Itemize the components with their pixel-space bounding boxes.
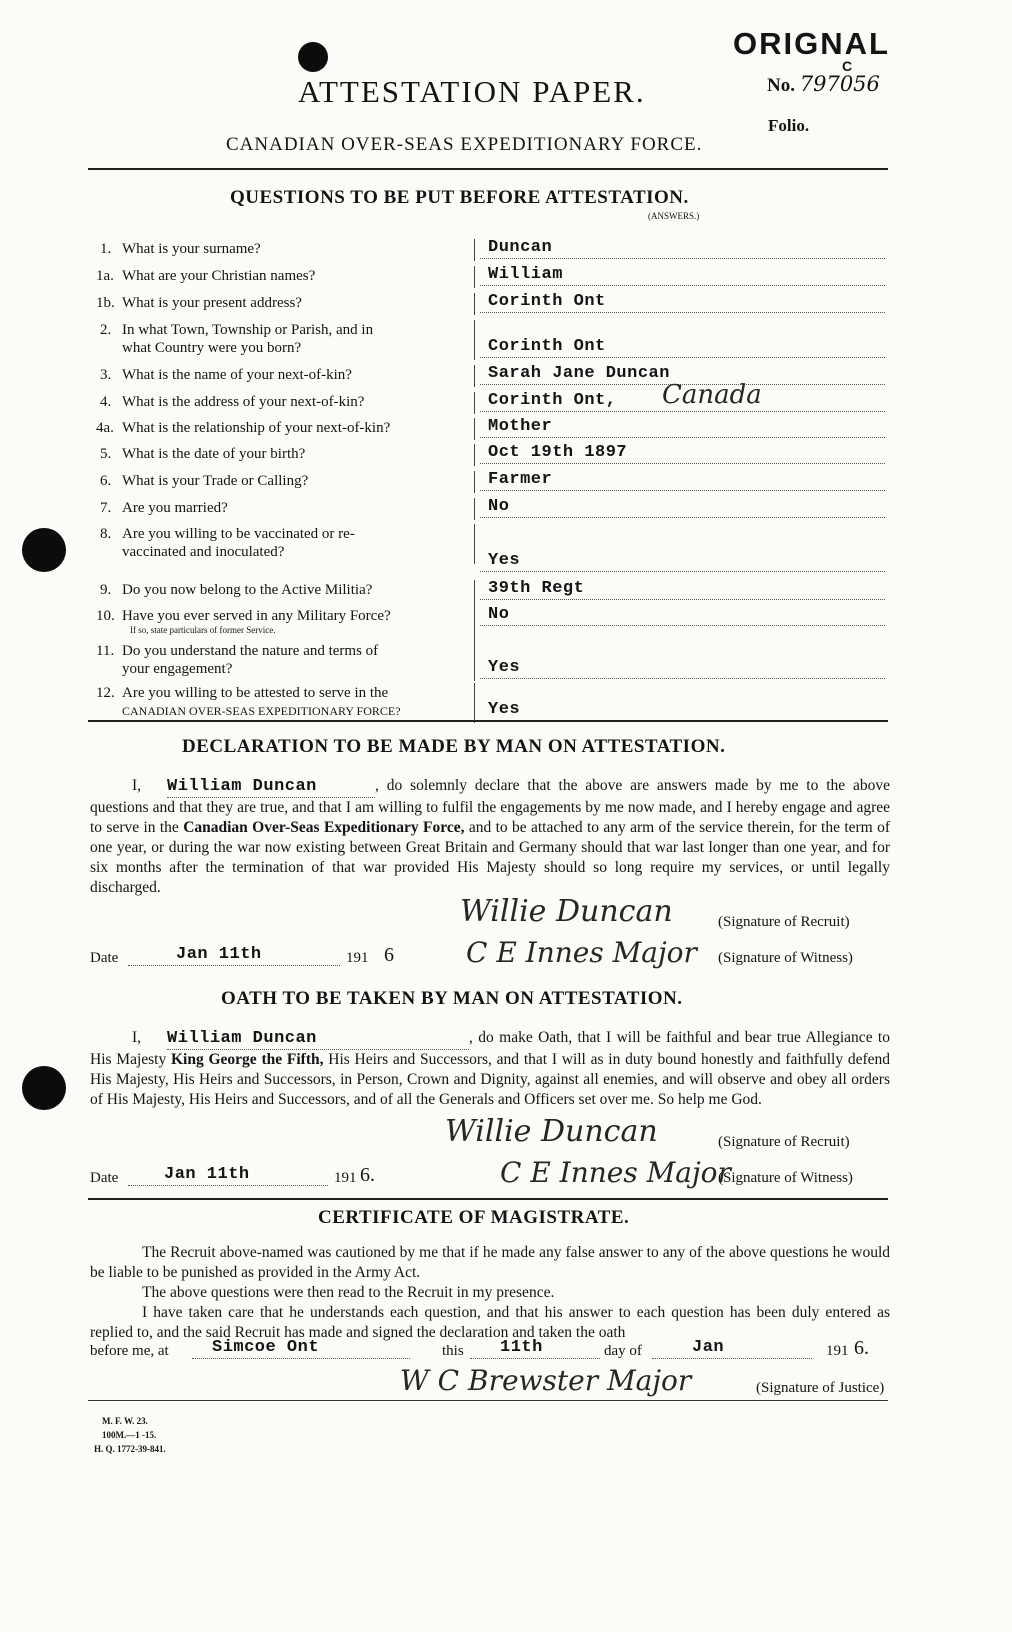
question-answer: Corinth Ont (488, 337, 606, 356)
question-number: 5. (100, 446, 112, 462)
oath-recruit-signature: Willie Duncan (445, 1114, 658, 1149)
question-number: 3. (100, 367, 112, 383)
answer-line (480, 258, 885, 259)
question-text: What is your Trade or Calling? (122, 473, 309, 489)
declaration-year-prefix: 191 (346, 950, 369, 966)
question-answer: Oct 19th 1897 (488, 443, 628, 462)
question-answer: No (488, 605, 510, 624)
declaration-force: Canadian Over-Seas Expeditionary Force, (183, 819, 465, 836)
question-text: Are you willing to be vaccinated or re- (122, 526, 355, 542)
column-divider (474, 641, 475, 681)
column-divider (474, 683, 475, 723)
answer-line (480, 463, 885, 464)
certificate-year-prefix: 191 (826, 1343, 849, 1359)
question-answer: Duncan (488, 238, 553, 257)
certificate-para1: The Recruit above-named was cautioned by me that if he made any false answer to any of the above questions he would be liable to be punished as provided in the Army Act. (90, 1244, 890, 1281)
question-text: In what Town, Township or Parish, and in (122, 322, 374, 338)
question-text-continued: what Country were you born? (122, 340, 302, 356)
oath-date-line (128, 1185, 328, 1186)
question-answer: Sarah Jane Duncan (488, 364, 670, 383)
question-number: 7. (100, 500, 112, 516)
column-divider (474, 239, 475, 261)
question-number: 10. (96, 608, 115, 624)
question-number: 8. (100, 526, 112, 542)
place-line (192, 1358, 410, 1359)
oath-heading: OATH TO BE TAKEN BY MAN ON ATTESTATION. (221, 988, 683, 1009)
declaration-witness-label: (Signature of Witness) (718, 950, 853, 966)
oath-recruit-label: (Signature of Recruit) (718, 1134, 850, 1150)
oath-date: Jan 11th (164, 1165, 250, 1184)
oath-text-a: , do make Oath, that I will be faithful and bear true Allegiance to His Majesty (90, 1029, 890, 1068)
question-text: Are you willing to be attested to serve in the (122, 685, 389, 701)
question-text-continued: vaccinated and inoculated? (122, 544, 285, 560)
question-number: 4a. (96, 420, 114, 436)
oath-year-prefix: 191 (334, 1170, 357, 1186)
justice-signature: W C Brewster Major (400, 1364, 692, 1397)
divider-questions (88, 720, 888, 722)
question-answer: Corinth Ont (488, 292, 606, 311)
day-of-label: day of (604, 1343, 642, 1359)
question-answer: Corinth Ont, (488, 391, 617, 410)
before-me-label: before me, at (90, 1343, 169, 1359)
oath-witness-label: (Signature of Witness) (718, 1170, 853, 1186)
question-answer: Farmer (488, 470, 553, 489)
oath-year-digit: 6. (360, 1164, 375, 1186)
oath-text (90, 1028, 890, 1110)
oath-king: King George the Fifth, (171, 1051, 324, 1068)
number-label: No. (767, 75, 795, 96)
month-line (652, 1358, 812, 1359)
question-answer: Yes (488, 658, 521, 677)
justice-label: (Signature of Justice) (756, 1380, 885, 1396)
question-number: 9. (100, 582, 112, 598)
column-divider (474, 365, 475, 387)
question-answer: William (488, 265, 563, 284)
certificate-para3: I have taken care that he understands each question, and that his answer to each question has been duly entered as replied to, and the said Recruit has made and signed the declaration and taken the oath (90, 1304, 890, 1341)
question-text: What are your Christian names? (122, 268, 316, 284)
divider-top (88, 168, 888, 170)
questions-heading: QUESTIONS TO BE PUT BEFORE ATTESTATION. (230, 187, 689, 208)
form-code-3: H. Q. 1772-39-841. (94, 1444, 166, 1454)
declaration-i: I, (132, 777, 142, 794)
oath-text-b: His Heirs and Successors, and that I will as in duty bound honestly and faithfully defend His Majesty, His Heirs and Successors, in Person, Crown and Dignity, against all enemies, and will observe and obey all orders of His Majesty, His Heirs and Successors, and of all the Generals and Officers set over me. So help me God. (90, 1051, 891, 1108)
answer-line (480, 357, 885, 358)
column-divider (474, 524, 475, 564)
declaration-text-b: and to be attached to any arm of the service therein, for the term of one year, or during the war now existing between Great Britain and Germany should that war last longer than one year, and for six months after the termination of that war provided His Majesty should so long require my services, or until legally discharged. (90, 819, 891, 896)
question-text: What is the relationship of your next-of-kin? (122, 420, 391, 436)
form-code-2: 100M.—1 -15. (102, 1430, 157, 1440)
original-stamp: ORIGNAL (733, 26, 890, 61)
question-text: What is your surname? (122, 241, 261, 257)
answer-line (480, 571, 885, 572)
answer-line (480, 411, 885, 412)
question-number: 1. (100, 241, 112, 257)
column-divider (474, 392, 475, 414)
declaration-text-a: , do solemnly declare that the above are answers made by me to the above questions and that they are true, and that I am willing to fulfil the engagements by me now made, and I hereby engage and agree to serve in the (90, 777, 890, 836)
declaration-year-digit: 6 (384, 944, 394, 966)
answer-line (480, 625, 885, 626)
oath-date-label: Date (90, 1170, 119, 1186)
answer-line (480, 285, 885, 286)
oath-name: William Duncan (167, 1029, 469, 1050)
oath-witness-signature: C E Innes Major (500, 1156, 731, 1189)
oath-i: I, (132, 1029, 142, 1046)
answer-line (480, 517, 885, 518)
handwritten-country: Canada (662, 380, 762, 410)
day-line (470, 1358, 600, 1359)
declaration-name: William Duncan (167, 777, 375, 798)
page-subtitle: CANADIAN OVER-SEAS EXPEDITIONARY FORCE. (226, 134, 703, 155)
question-number: 12. (96, 685, 115, 701)
question-number: 11. (96, 643, 115, 659)
declaration-date-line (128, 965, 340, 966)
declaration-heading: DECLARATION TO BE MADE BY MAN ON ATTESTATION. (182, 736, 726, 757)
question-text: What is the name of your next-of-kin? (122, 367, 352, 383)
answer-line (480, 490, 885, 491)
form-code-1: M. F. W. 23. (102, 1416, 148, 1426)
question-number: 6. (100, 473, 112, 489)
declaration-recruit-signature: Willie Duncan (460, 894, 673, 929)
question-number: 1a. (96, 268, 114, 284)
question-answer: Yes (488, 551, 521, 570)
declaration-date: Jan 11th (176, 945, 262, 964)
number-value: 797056 (799, 72, 880, 96)
declaration-witness-signature: C E Innes Major (466, 936, 697, 969)
answers-label: (ANSWERS.) (648, 211, 700, 221)
certificate-place: Simcoe Ont (212, 1338, 320, 1357)
question-answer: No (488, 497, 510, 516)
answer-line (480, 312, 885, 313)
question-text: Have you ever served in any Military Force? (122, 608, 391, 624)
folio-label: Folio. (768, 116, 810, 135)
page-title: ATTESTATION PAPER. (298, 74, 646, 109)
punch-hole-top (298, 42, 328, 72)
certificate-year-digit: 6. (854, 1337, 869, 1359)
declaration-recruit-label: (Signature of Recruit) (718, 914, 850, 930)
answer-line (480, 437, 885, 438)
declaration-text (90, 776, 890, 898)
column-divider (474, 606, 475, 646)
column-divider (474, 293, 475, 315)
question-text-continued: CANADIAN OVER-SEAS EXPEDITIONARY FORCE? (122, 704, 401, 718)
punch-hole-lower (22, 1066, 66, 1110)
question-text: What is the address of your next-of-kin? (122, 394, 365, 410)
question-number: 2. (100, 322, 112, 338)
question-text: What is your present address? (122, 295, 302, 311)
column-divider (474, 444, 475, 466)
question-answer: 39th Regt (488, 579, 585, 598)
question-number: 4. (100, 394, 112, 410)
column-divider (474, 266, 475, 288)
question-answer: Yes (488, 700, 521, 719)
question-text: Are you married? (122, 500, 228, 516)
column-divider (474, 418, 475, 440)
regimental-number (767, 72, 880, 97)
stamp-letter: C (842, 58, 853, 74)
certificate-para2: The above questions were then read to the Recruit in my presence. (142, 1284, 555, 1301)
question-text: Do you now belong to the Active Militia? (122, 582, 373, 598)
question-answer: Mother (488, 417, 553, 436)
column-divider (474, 471, 475, 493)
certificate-day: 11th (500, 1338, 543, 1357)
question-text-continued: your engagement? (122, 661, 233, 677)
answer-line (480, 678, 885, 679)
certificate-heading: CERTIFICATE OF MAGISTRATE. (318, 1207, 630, 1228)
answer-line (480, 599, 885, 600)
question-text: What is the date of your birth? (122, 446, 306, 462)
divider-oath (88, 1198, 888, 1200)
column-divider (474, 498, 475, 520)
divider-bottom (88, 1400, 888, 1401)
punch-hole-middle (22, 528, 66, 572)
declaration-date-label: Date (90, 950, 119, 966)
certificate-month: Jan (692, 1338, 725, 1357)
this-label: this (442, 1343, 464, 1359)
column-divider (474, 320, 475, 360)
question-number: 1b. (96, 295, 115, 311)
question-text-continued: If so, state particulars of former Service. (130, 625, 276, 635)
question-text: Do you understand the nature and terms of (122, 643, 379, 659)
